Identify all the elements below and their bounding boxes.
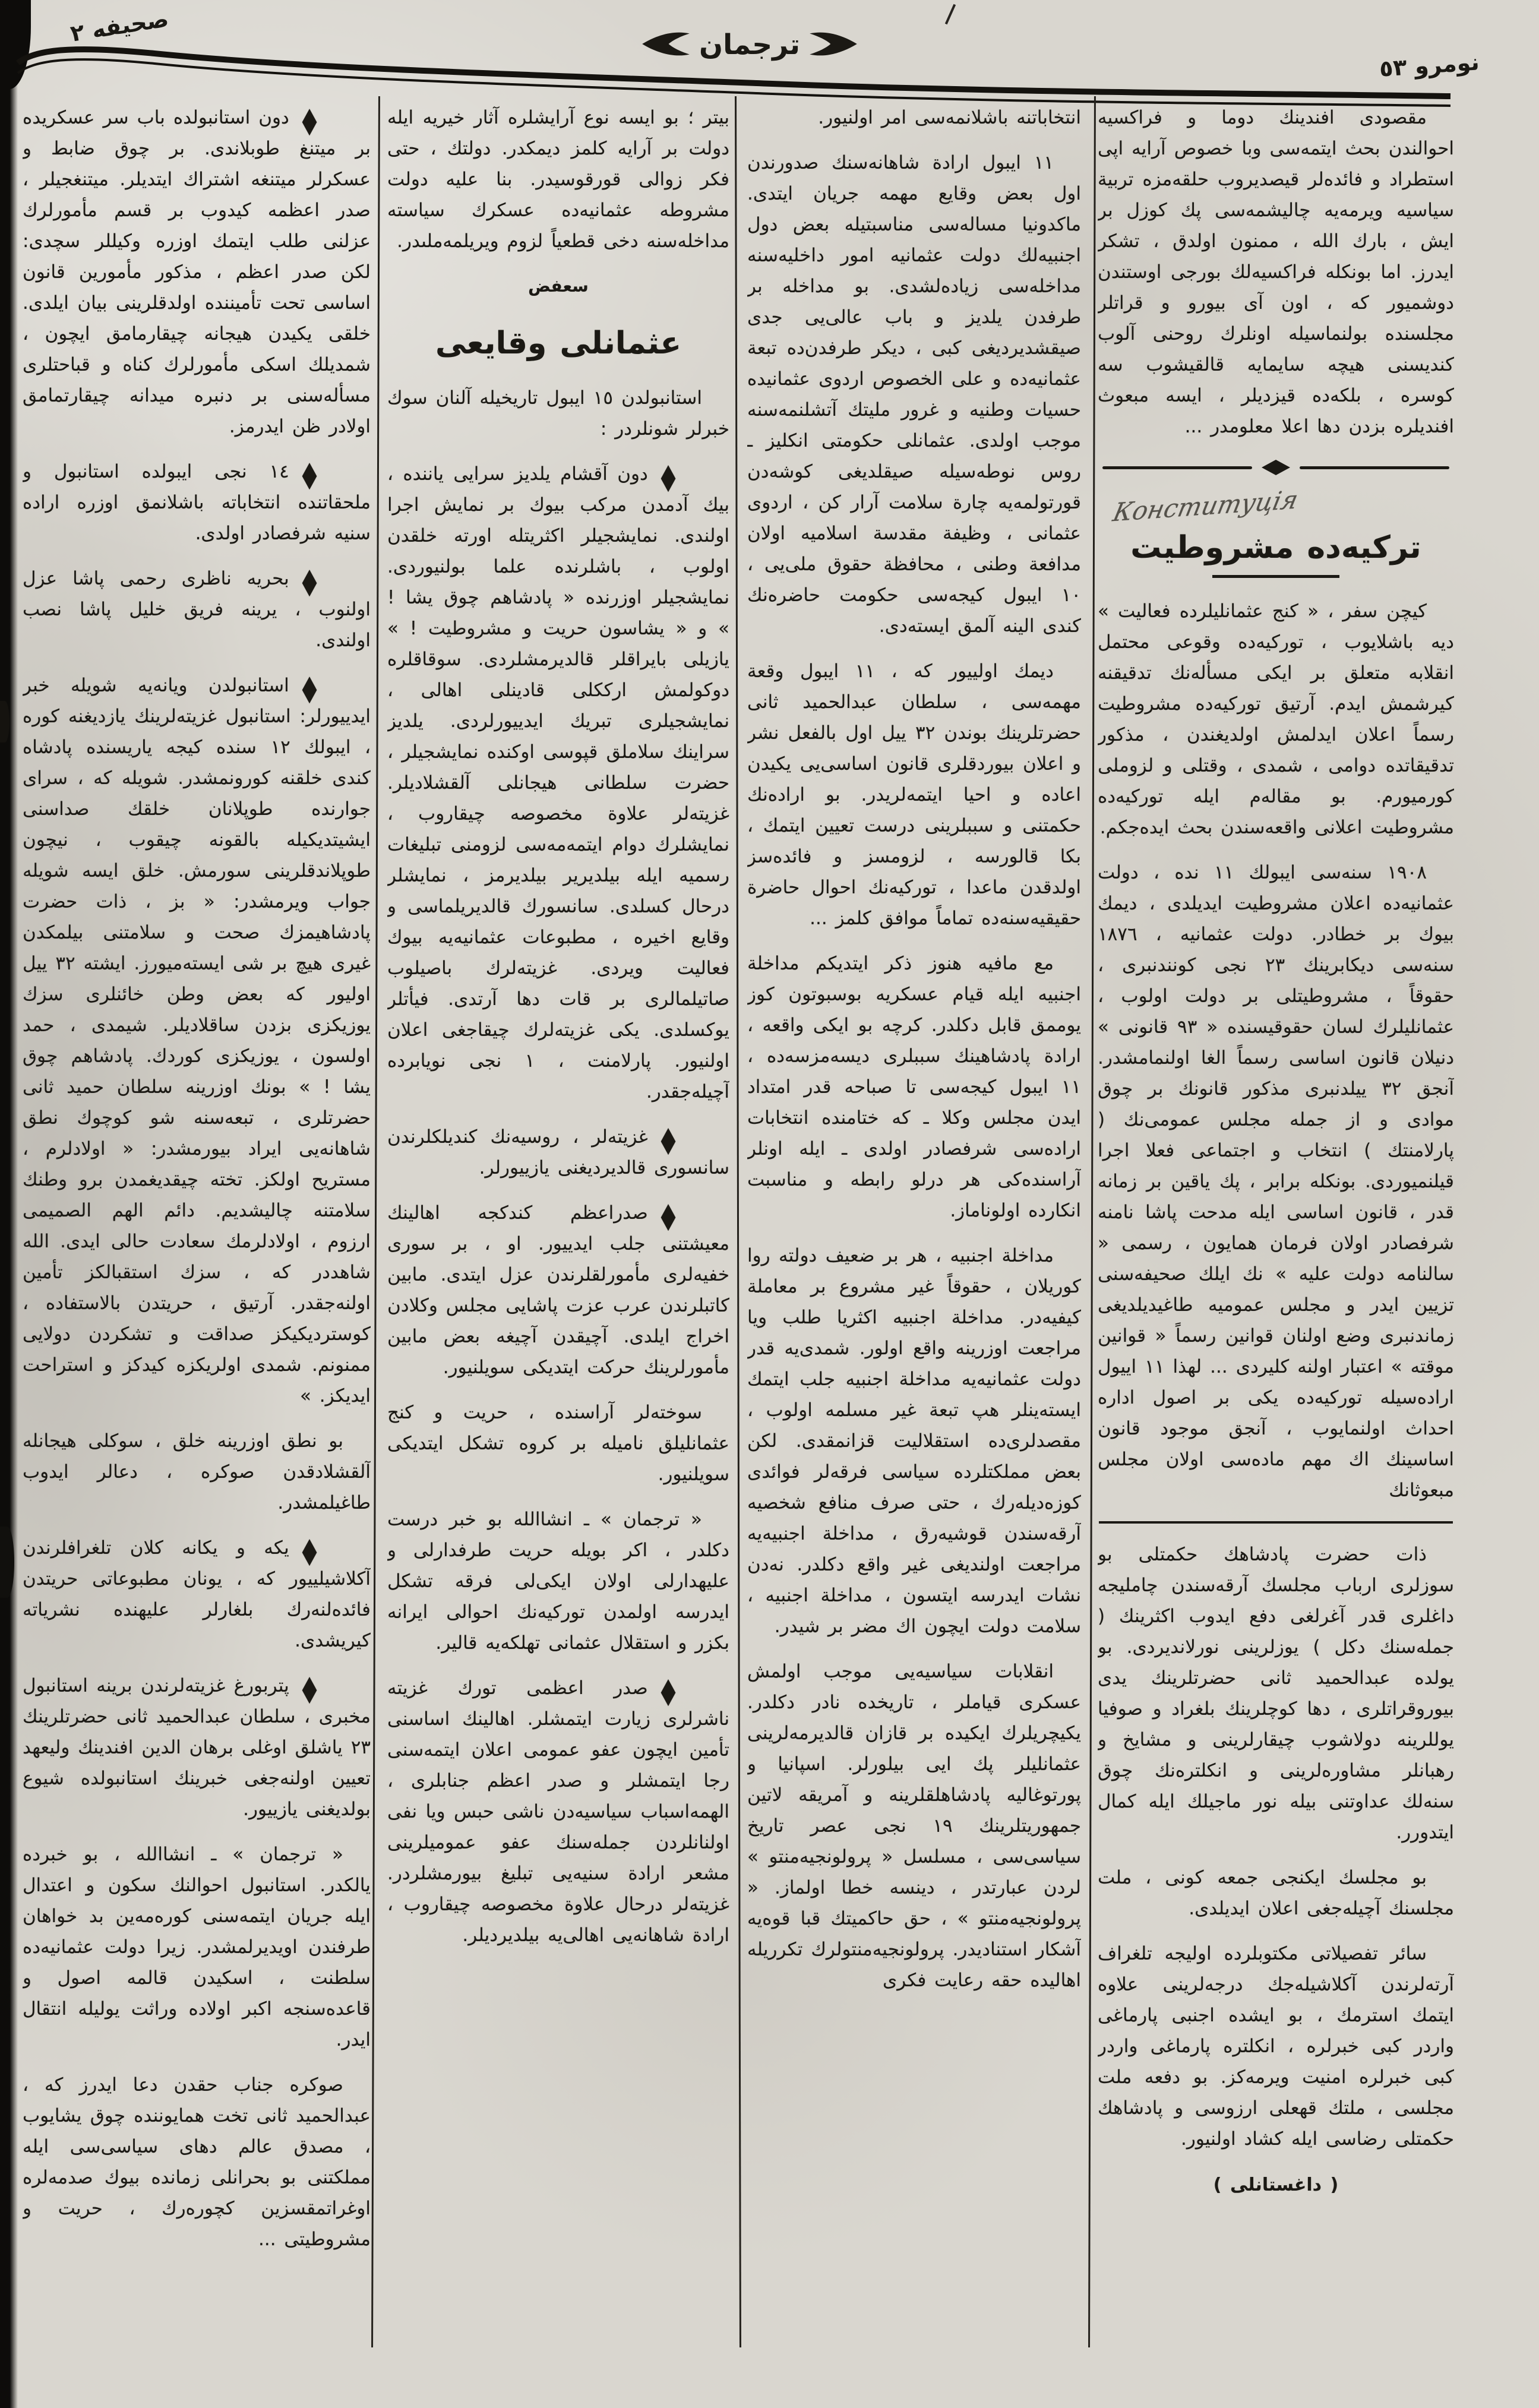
paragraph-text: دون آقشام يلديز سرايى ياننده ، بيك آدمدن مركب بيوك بر نمايش اجرا اولندى. نمايشجيلر اكثريتله اورته خلقدن اولوب ، باشلرنده علما بولنيوردى. نمايشجيلر اوزرنده « پادشاهم چوق يشا ! » و « يشاسون حريت و مشروطيت ! » يازيلى بايراقلر قالديرمشلردى. سوقاقلره دوكولمش ارككلى قادينلى اهالى ، نمايشجيلرى تبريك ايدييورلردى. يلديز سراينك سلاملق قپوسى اوكنده نمايشجيلر ، حضرت سلطانى هيجانلى آلقشلاديلر. غزيته‌لر علاوة مخصوصه چيقاروب ، نمايشلرك دوام ايتمه‌مه‌سى لزومنى تبليغات رسميه ايله بيلديرير بيلديرمز ، نمايشلر درحال كسلدى. سانسورك قالديريلماسى و وقايع اخيره ، مطبوعات عثمانيه‌يه بيوك فعاليت ويردى. غزيته‌لرك باصيلوب صاتيلمالرى بر قات دها آرتدى. فيأتلر يوكسلدى. يكى غزيته‌لرك چيقاجغى اعلان اولنيور. پارلامنت ، ١ نجى نويابرده آچيله‌جقدر. <box>387 463 729 1102</box>
paragraph-text: دون استانبولده باب سر عسكريده بر ميتنغ طوبلاندى. بر چوق ضابط و عسكرلر ميتنغه اشتراك ايتديلر. ميتنغجيلر ، صدر اعظمه كيدوب بر قسم مأمورلرك عزلنى طلب ايتمك اوزره وكيللر سچدى: لكن صدر اعظم ، مذكور مأمورين قانون اساسى تحت تأميننده اولدقلرينى بيان ايلدى. خلقى يكيدن هيجانه چيقارمامق ايچون ، شمديلك اسكى مأمورلرك كناه و قباحتلرى مسأله‌سنى بر دنبره ميدانه چيقارتمامق اولادر ظن ايدرمز. <box>23 107 371 437</box>
paragraph-text: يكه و يكانه كلان تلغرافلرندن آكلاشيلييور كه ، يونان مطبوعاتى حريتدن فائده‌لنه‌رك بلغارلر عليهنده نشرياته كيريشدى. <box>23 1537 371 1651</box>
paragraph-text: ذات حضرت پادشاهك حكمتلى بو سوزلرى ارباب مجلسك آرقه‌سندن چامليجه داغلرى قدر آغرلغى دفع ايدوب اكثرينك ( جمله‌سنك دكل ) يوزلرينى نورلانديردى. بو يولده عبدالحميد ثانى حضرتلرينك يدى بيوروقراتلرى ، دها كوچلرينك بلغراد و صوفيا يوللرينه دولاشوب چيقارلرينى و مشايخ و رهبانلر مشاوره‌لرينى و انكلتره‌نك چوق سنه‌لك عداوتنى بيله نور ماجيلك ايله كمال ايتدورر. <box>1098 1544 1454 1843</box>
article-end-mark: سعفض <box>528 276 589 296</box>
section-heading: عثمانلى وقايعى <box>435 326 681 361</box>
paragraph <box>23 1426 371 1518</box>
article-signature: ( داغستانلى ) <box>1213 2175 1339 2195</box>
paragraph <box>387 102 729 257</box>
paragraph-text: صدراعظم كندكجه اهالينك معيشتنى جلب ايدييور. او ، بر سورى خفيه‌لرى مأمورلقلرندن عزل ايتدى. مابين كاتبلرندن عرب عزت پاشايى مجلس وكلادن اخراج ايلدى. آچيقدن آچيغه بعض مابين مأمورلرينك حركت ايتديكى سويلنيور. <box>387 1202 729 1378</box>
paragraph-text: بو مجلسك ايكنجى جمعه كونى ، ملت مجلسنك آچيله‌جغى اعلان ايديلدى. <box>1098 1867 1454 1919</box>
column-c <box>747 102 1081 2343</box>
paragraph-text: ١٤ نجى ايبولده استانبول و ملحقاتنده انتخاباته باشلانمق اوزره اراده سنيه شرفصادر اولدى. <box>23 461 371 544</box>
paragraph <box>1098 596 1454 843</box>
paragraph <box>23 2069 371 2255</box>
paragraph-text: غزيته‌لر ، روسيه‌نك كنديلكلرندن سانسورى قالديرديغنى يازييورلر. <box>387 1126 729 1178</box>
paragraph-text: پتربورغ غزيته‌لرندن برينه استانبول مخبرى ، سلطان عبدالحميد ثانى حضرتلرينك ٢٣ ياشلق اوغلى برهان الدين افندينك وليعهد تعيين اولنه‌جغى خبرينك استانبولده شيوع بولديغنى يازييور. <box>23 1675 371 1820</box>
paragraph-text: استانبولدن ويانه‌يه شويله خبر ايدييورلر: استانبول غزيته‌لرينك يازديغنه كوره ، ايبولك ١٢ سنده كيجه ياريسنده پادشاه كندى خلقنه كورونمشدر. شويله كه ، سراى جوارنده طوپلانان خلقك صداسنى ايشيتديكيله بالقونه چيقوب ، نيچون طوپلاندقلرينى سورمش. خلق ايسه شويله جواب ويرمشدر: « بز ، ذات حضرت پادشاهيمزك صحت و سلامتنى بيلمكدن غيرى هيچ بر شى ايسته‌ميورز. ايشته ٣٢ ييل اوليور كه بعض وطن خائنلرى سزك يوزيكزى بزدن ساقلاديلر. شيمدى ، حمد اولسون ، يوزيكزى كوردك. پادشاهم چوق يشا ! » بونك اوزرينه سلطان حميد ثانى حضرتلرى ، تبعه‌سنه شو كوچوك نطق شاهانه‌يى ايراد بيورمشدر: « اولادلرم ، مستريح اولكز. تخته چيقديغمدن برو وطنك سلامتنه چاليشديم. دائم الهم الصميمى ارزوم ، اولادلرمك سعادت حالى ايدى. الله شاهددر كه ، سزك استقبالكز تأمين اولنه‌جقدر. آرتيق ، حريتدن بالاستفاده ، كوسترديكيكز صداقت و تشكردن دولايى ممنونم. شمدى اولريكزه كيدكز و استراحت ايديكز. » <box>23 675 371 1407</box>
paragraph-text: مقصودى افندينك دوما و فراكسيه احوالندن بحث ايتمه‌سى وبا خصوص آرايه اپى استطراد و فائده‌لر قيصديروب حلقه‌مزه تربية سياسيه ويرمه‌يه چاليشمه‌سى پك كوزل بر ايش ، بارك الله ، ممنون اولدق ، تشكر ايدرز. اما بونكله فراكسيه‌لك بورجى اوستندن دوشميور كه ، اون آى بيورو و قراتلر مجلسنده بولنماسيله اونلرك روحنى آلوب كنديسنى هيچه سايمايه قالقيشوب سه كوسره ، بلكه‌ده قيزديلر ، ايسه مبعوث افنديلره بزدن دها اعلا معلومدر ... <box>1098 107 1454 437</box>
paragraph: ◆١٤ نجى ايبولده استانبول و ملحقاتنده انتخاباته باشلانمق اوزره اراده سنيه شرفصادر اولدى. <box>23 453 371 544</box>
paragraph <box>387 383 729 444</box>
paragraph <box>1098 1539 1454 1848</box>
paragraph: ◆يكه و يكانه كلان تلغرافلرندن آكلاشيلييور كه ، يونان مطبوعاتى حريتدن فائده‌لنه‌رك بلغارلر عليهنده نشرياته كيريشدى. <box>23 1529 371 1651</box>
column-rule <box>735 96 741 2347</box>
paragraph <box>747 1240 1081 1642</box>
paragraph-text: بحريه ناظرى رحمى پاشا عزل اولنوب ، يرينه فريق خليل پاشا نصب اولندى. <box>23 568 371 651</box>
section-heading-rule <box>1212 575 1339 578</box>
column-a <box>23 102 371 2343</box>
paragraph: ◆دون استانبولده باب سر عسكريده بر ميتنغ طوبلاندى. بر چوق ضابط و عسكرلر ميتنغه اشتراك ايتديلر. ميتنغجيلر ، صدر اعظمه كيدوب بر قسم مأمورلرك عزلنى طلب ايتمك اوزره وكيللر سچدى: لكن صدر اعظم ، مذكور مأمورين قانون اساسى تحت تأميننده اولدقلرينى بيان ايلدى. خلقى يكيدن هيجانه چيقارمامق ايچون ، شمديلك اسكى مأمورلرك كناه و قباحتلرى مسأله‌سنى بر دنبره ميدانه چيقارتمامق اولادر ظن ايدرمز. <box>23 102 371 437</box>
paragraph <box>747 656 1081 934</box>
paragraph: ◆صدراعظم كندكجه اهالينك معيشتنى جلب ايدييور. او ، بر سورى خفيه‌لرى مأمورلقلرندن عزل ايتدى. مابين كاتبلرندن عرب عزت پاشايى مجلس وكلادن اخراج ايلدى. آچيقدن آچيغه بعض مابين مأمورلرينك حركت ايتديكى سويلنيور. <box>387 1194 729 1378</box>
paragraph <box>1098 1938 1454 2154</box>
scan-blob <box>0 701 10 742</box>
ornament-line <box>1300 466 1449 469</box>
paragraph: ◆بحريه ناظرى رحمى پاشا عزل اولنوب ، يرينه فريق خليل پاشا نصب اولندى. <box>23 560 371 651</box>
scan-edge-strip <box>0 0 18 2408</box>
section-heading: تركيه‌ده مشروطيت <box>1130 530 1421 565</box>
paragraph-text: بو نطق اوزرينه خلق ، سوكلى هيجانله آلقشلادقدن صوكره ، دعالر ايدوب طاغيلمشدر. <box>23 1430 371 1513</box>
ornament-line <box>1102 466 1252 469</box>
masthead-title: ترجمان <box>699 29 801 61</box>
paragraph-text: « ترجمان » ـ انشاالله بو خبر درست دكلدر ، اكر بويله حريت طرفدارلى و عليهدارلى اولان ايكى‌لى فرقه تشكل ايدرسه اولمدن توركيه‌نك احوالى ايرانه بكزر و استقلال عثمانى تهلكه‌يه قالير. <box>387 1509 729 1654</box>
paragraph <box>1098 102 1454 442</box>
scan-blob <box>0 1527 14 1598</box>
paragraph-text: ديمك اولييور كه ، ١١ ايبول وقعة مهمه‌سى ، سلطان عبدالحميد ثانى حضرتلرينك بوندن ٣٢ ييل اول بالفعل نشر و اعلان بيوردقلرى قانون اساسى‌يى يكيدن اعاده و احيا ايتمه‌لريدر. بو اراده‌نك حكمتنى و سببلرينى درست تعيين ايتمك ، بكا قالورسه ، لزومسز و فائده‌سز اولدقدن ماعدا ، توركيه‌نك احوال حاضرة حقيقيه‌سنه‌ده تماماً موافق كلمز ... <box>747 661 1081 929</box>
paragraph <box>387 1504 729 1658</box>
paragraph: ◆غزيته‌لر ، روسيه‌نك كنديلكلرندن سانسورى قالديرديغنى يازييورلر. <box>387 1118 729 1178</box>
paragraph-text: مداخلة اجنبيه ، هر بر ضعيف دولته روا كوريلان ، حقوقاً غير مشروع بر معاملة كيفيه‌در. مداخلة اجنبيه اكثريا طلب ويا مراجعت اوزرينه واقع اولور. شمدى‌يه قدر دولت عثمانيه‌يه مداخلة اجنبيه جلب ايتمك ايسته‌ينلر هپ تبعة غير مسلمه اولوب ، مقصدلرى‌ده استقلاليت قزانمقدى. لكن بعض مملكتلرده سياسى فرقه‌لر فوائدى كوزه‌ديله‌رك ، حتى صرف منافع شخصيه آرقه‌سندن قوشيه‌رق ، مداخلة اجنبيه‌يه مراجعت اولنديغى غير واقع دكلدر. نه‌دن نشات ايدرسه ايتسون ، مداخلة اجنبيه ، سلامت دولت ايچون اك مضر بر شيدر. <box>747 1245 1081 1637</box>
paragraph <box>747 948 1081 1226</box>
paragraph-text: كيچن سفر ، « كنج عثمانليلرده فعاليت » ديه باشلايوب ، توركيه‌ده وقوعى محتمل انقلابه متعلق بر ايكى مسأله‌نك تدقيقنه كيرشمش ايدم. آرتيق توركيه‌ده مشروطيت رسماً اعلان ايدلمش اولديغندن ، مذكور تدقيقاتده دوامى ، شمدى ، وقتلى و لزوملى كورميورم. بو مقاله‌م ايله توركيه‌ده مشروطيت اعلانى واقعه‌سندن بحث ايده‌جكم. <box>1098 601 1454 838</box>
paragraph: ◆پتربورغ غزيته‌لرندن برينه استانبول مخبرى ، سلطان عبدالحميد ثانى حضرتلرينك ٢٣ ياشلق اوغلى برهان الدين افندينك وليعهد تعيين اولنه‌جغى خبرينك استانبولده شيوع بولديغنى يازييور. <box>23 1667 371 1820</box>
column-b <box>387 102 729 2343</box>
paragraph <box>747 147 1081 641</box>
paragraph: ◆دون آقشام يلديز سرايى ياننده ، بيك آدمدن مركب بيوك بر نمايش اجرا اولندى. نمايشجيلر اكثريتله اورته خلقدن اولوب ، باشلرنده علما بولنيوردى. نمايشجيلر اوزرنده « پادشاهم چوق يشا ! » و « يشاسون حريت و مشروطيت ! » يازيلى بايراقلر قالديرمشلردى. سوقاقلره دوكولمش ارككلى قادينلى اهالى ، نمايشجيلرى تبريك ايدييورلردى. يلديز سراينك سلاملق قپوسى اوكنده نمايشجيلر ، حضرت سلطانى هيجانلى آلقشلاديلر. غزيته‌لر علاوة مخصوصه چيقاروب ، نمايشلرك دوام ايتمه‌مه‌سى لزومنى تبليغات رسميه ايله بيلديرير بيلديرمز ، نمايشلر درحال كسلدى. سانسورك قالديريلماسى و وقايع اخيره ، مطبوعات عثمانيه‌يه بيوك فعاليت ويردى. غزيته‌لرك باصيلوب صاتيلمالرى بر قات دها آرتدى. فيأتلر يوكسلدى. يكى غزيته‌لرك چيقاجغى اعلان اولنيور. پارلامنت ، ١ نجى نويابرده آچيله‌جقدر. <box>387 455 729 1102</box>
paragraph <box>23 1839 371 2055</box>
paragraph: ◆استانبولدن ويانه‌يه شويله خبر ايدييورلر: استانبول غزيته‌لرينك يازديغنه كوره ، ايبولك ١٢ سنده كيجه ياريسنده پادشاه كندى خلقنه كورونمشدر. شويله كه ، سراى جوارنده طوپلانان خلقك صداسنى ايشيتديكيله بالقونه چيقوب ، نيچون طوپلاندقلرينى سورمش. خلق ايسه شويله جواب ويرمشدر: « بز ، ذات حضرت پادشاهيمزك صحت و سلامتنى بيلمكدن غيرى هيچ بر شى ايسته‌ميورز. ايشته ٣٢ ييل اوليور كه بعض وطن خائنلرى سزك يوزيكزى بزدن ساقلاديلر. شيمدى ، حمد اولسون ، يوزيكزى كوردك. پادشاهم چوق يشا ! » بونك اوزرينه سلطان حميد ثانى حضرتلرى ، تبعه‌سنه شو كوچوك نطق شاهانه‌يى ايراد بيورمشدر: « اولادلرم ، مستريح اولكز. تخته چيقديغمدن برو وطنك سلامتنه چاليشديم. دائم الهم الصميمى ارزوم ، اولادلرمك سعادت حالى ايدى. الله شاهددر كه ، سزك استقبالكز تأمين اولنه‌جقدر. آرتيق ، حريتدن بالاستفاده ، كوسترديكيكز صداقت و تشكردن دولايى ممنونم. شمدى اولريكزه كيدكز و استراحت ايديكز. » <box>23 666 371 1407</box>
paragraph <box>1098 1862 1454 1924</box>
article-separator-rule <box>1099 1521 1453 1524</box>
paragraph-text: ١١ ايبول ارادة شاهانه‌سنك صدورندن اول بعض وقايع مهمه جريان ايتدى. ماكدونيا مساله‌سى مناسبتيله بعض دول اجنبيه‌لك دولت عثمانيه امور داخليه‌سنه مداخله‌سى زياده‌لشدى. بو مداخله بر طرفدن يلديز و باب عالى‌يى جدى صيقشديرديغى كبى ، ديكر طرفدن‌ده تبعة عثمانيه‌ده و على الخصوص اردوى عثمانيده حسيات وطنيه و غرور مليتك آتشلنمه‌سنه موجب اولدى. عثمانلى حكومتى انكليز ـ روس نوطه‌سيله صيقلديغى كوشه‌دن قورتولمه‌يه چارة سلامت آرار كن ، اردوى عثمانى ، وظيفة مقدسة اسلاميه اولان مدافعة وطنى ، محافظة حقوق ملى‌يى ، ١٠ ايبول كيجه‌سى حكومت حاضره‌نك كندى الينه آلمق ايسته‌دى. <box>747 152 1081 637</box>
paragraph: ◆صدر اعظمى تورك غزيته ناشرلرى زيارت ايتمشلر. اهالينك اساسنى تأمين ايچون عفو عمومى اعلان ايتمه‌سنى رجا ايتمشلر و صدر اعظم جنابلرى ، الهمه‌اسباب سياسيه‌دن ناشى حبس ويا نفى اولنانلردن جمله‌سنك عفو عموميلرينى مشعر ارادة سنيه‌يى تبليغ بيورمشلردر. غزيته‌لر درحال علاوة مخصوصه چيقاروب ، ارادة شاهانه‌يى اهالى‌يه بيلديرديلر. <box>387 1669 729 1946</box>
paragraph-text: « ترجمان » ـ انشاالله ، بو خبرده يالكدر. استانبول احوالنك سكون و اعتدال ايله جريان ايتمه‌سنى كوره‌مه‌ين بد خواهان طرفندن اويديرلمشدر. زيرا دولت عثمانيه‌ده سلطنت ، اسكيدن قالمه اصول و قاعده‌سنجه اكبر اولاده وراثت يوليله انتقال ايدر. <box>23 1844 371 2050</box>
section-heading-block <box>1098 532 1454 578</box>
paragraph <box>747 1656 1081 1996</box>
paragraph-text: سائر تفصيلاتى مكتوبلرده اوليجه تلغراف آرته‌لرندن آكلاشيله‌جك درجه‌لرينى علاوه ايتمك استرمك ، بو ايشده اجنبى پارماغى واردر كبى خبرلره ، انكلتره پارماغى واردر كبى خبرلره امنيت ويرمه‌كز. بو دفعه ملت مجلسى ، ملتك قهعلى ارزوسى و پادشاهك حكمتلى رضاسى ايله كشاد اولنيور. <box>1098 1943 1454 2150</box>
paragraph-text: بيتر ؛ بو ايسه نوع آرايشلره آثار خيريه ايله دولت بر آرايه كلمز ديمكدر. دولتك ، حتى فكر زوالى قورقوسيدر. بنا عليه دولت مشروطه عثمانيه‌ده عسكرك سياسته مداخله‌سنه دخى قطعياً لزوم ويريلمه‌ملىدر. <box>387 107 729 252</box>
page-number-label: صحيفه ٢ <box>68 5 170 47</box>
paragraph-text: صدر اعظمى تورك غزيته ناشرلرى زيارت ايتمشلر. اهالينك اساسنى تأمين ايچون عفو عمومى اعلان ايتمه‌سنى رجا ايتمشلر و صدر اعظم جنابلرى ، الهمه‌اسباب سياسيه‌دن ناشى حبس ويا نفى اولنانلردن جمله‌سنك عفو عموميلرينى مشعر ارادة سنيه‌يى تبليغ بيورمشلردر. غزيته‌لر درحال علاوة مخصوصه چيقاروب ، ارادة شاهانه‌يى اهالى‌يه بيلديرديلر. <box>387 1677 729 1946</box>
ornament-diamond-icon <box>1262 460 1290 475</box>
paragraph-text: انتخاباتنه باشلانمه‌سى امر اولنيور. <box>818 107 1081 128</box>
paragraph-text: مع مافيه هنوز ذكر ايتديكم مداخلة اجنبيه ايله قيام عسكريه بوسبوتون كوز يوممق قابل دكلدر. كرچه بو ايكى واقعه ، ارادة پادشاهينك سببلرى ديسه‌مزسه‌ده ، ١١ ايبول كيجه‌سى تا صباحه قدر امتداد ايدن مجلس وكلا ـ كه ختامنده انتخابات اراده‌سى شرفصادر اولدى ـ ايله اونلر آراسنده‌كى هر درلو رابطه و مناسبت انكارده اولوناماز. <box>747 953 1081 1221</box>
paragraph-text: استانبولدن ١٥ ايبول تاريخيله آلنان سوك خبرلر شونلردر : <box>387 387 729 440</box>
paragraph <box>387 1397 729 1490</box>
paragraph <box>747 102 1081 133</box>
handwriting-note: Конституція <box>1110 485 1301 527</box>
column-rule <box>371 96 380 2347</box>
paragraph <box>1098 857 1454 1506</box>
paragraph-text: سوخته‌لر آراسنده ، حريت و كنج عثمانليلق ناميله بر كروه تشكل ايتديكى سويلنيور. <box>387 1402 729 1485</box>
column-rule <box>1088 96 1096 2347</box>
paragraph-text: ١٩٠٨ سنه‌سى ايبولك ١١ نده ، دولت عثمانيه‌ده اعلان مشروطيت ايديلدى ، ديمك بيوك بر خطادر. دولت عثمانيه ، ١٨٧٦ سنه‌سى ديكابرينك ٢٣ نجى كونندنبرى ، حقوقاً ، مشروطيتلى بر دولت اولوب ، عثمانليلرك لسان حقوقيسنده « ٩٣ قانونى » دنيلان قانون اساسى رسماً الغا اولنمامشدر. آنجق ٣٢ ييلدنبرى مذكور قانونك بر چوق موادى و از جمله مجلس عمومى‌نك ( پارلامنتك ) انتخاب و اجتماعى فعلا اجرا قيلنميوردى. بونكله برابر ، پك ياقين بر زمانه قدر ، قانون اساسى ايله مدحت پاشا نامنه شرفصادر اولان فرمان همايون ، رسمى « سالنامه دولت عليه » نك ايلك صحيفه‌سنى تزيين ايدر و مجلس عموميه طاغيديلديغى زماندنبرى وضع اولنان قوانين رسماً « قوانين موقته » اعتبار اولنه كليردى ... لهذا ١١ اييول اراده‌سيله توركيه‌ده يكى بر اصول اداره احداث اولنمايوب ، آنجق موجود قانون اساسينك اك مهم ماده‌سى اولان مجلس مبعوثانك <box>1098 862 1454 1501</box>
paragraph-text: صوكره جناب حقدن دعا ايدرز كه ، عبدالحميد ثانى تخت همايوننده چوق يشايوب ، مصدق عالم دهاى سياسى‌سى ايله مملكتنى بو بحرانلى زمانده بيوك صدمه‌لره اوغراتمقسزين كچوره‌رك ، حريت و مشروطيتى ... <box>23 2074 371 2250</box>
column-d <box>1098 102 1454 2343</box>
issue-number-label: نومرو ٥٣ <box>1378 49 1480 82</box>
paragraph-text: انقلابات سياسيه‌يى موجب اولمش عسكرى قياملر ، تاريخده نادر دكلدر. يكيچريلرك ايكيده بر قازان قالديرمه‌لرينى عثمانليلر پك ايى بيلورلر. اسپانيا و پورتوغاليه پادشاهلقلرينه و آمريقه لاتين جمهوريتلرينك ١٩ نجى عصر تاريخ سياسى‌سى ، مسلسل « پرولونجيه‌منتو » لردن عبارتدر ، دينسه خطا اولماز. « پرولونجيه‌منتو » ، حق حاكميتك قبا قوه‌يه آشكار استناديدر. پرولونجيه‌منتولرك تكرريله اهاليده حقه رعايت فكرى <box>747 1661 1081 1991</box>
ornament-divider <box>1102 460 1449 475</box>
